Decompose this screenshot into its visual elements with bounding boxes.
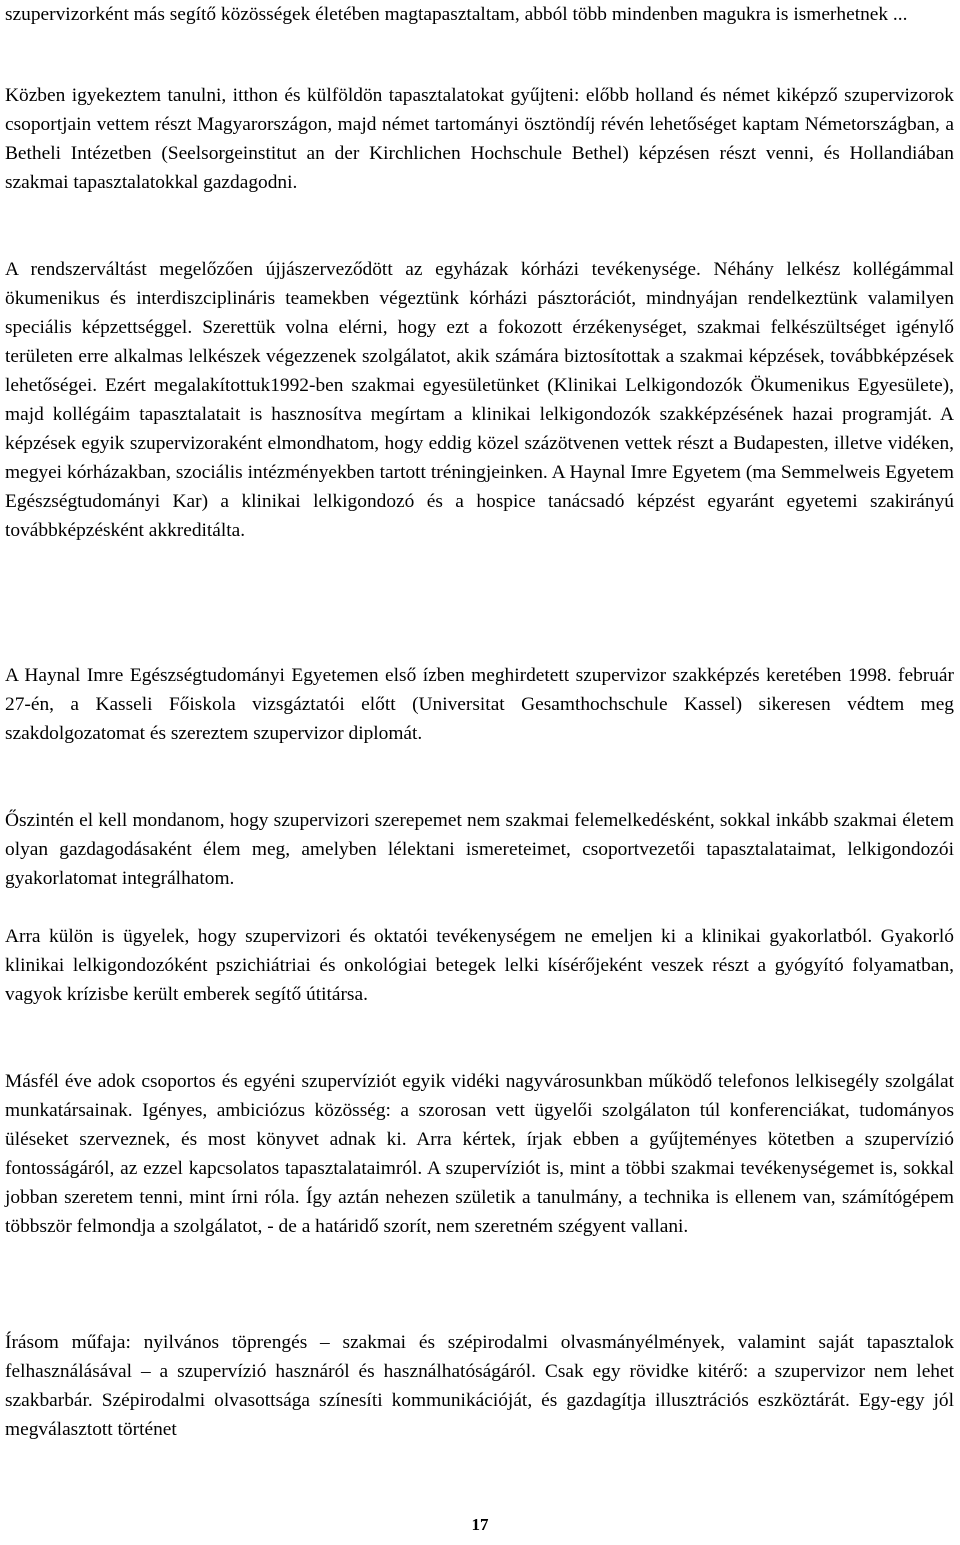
- paragraph-telephone-service: Másfél éve adok csoportos és egyéni szupervíziót egyik vidéki nagyvárosunkban működő telefonos lelkisegély szolgálat munkatársainak. Igényes, ambiciózus közösség: a szorosan vett ügyelői szolgálaton túl konferenciákat, tudományos üléseket szerveznek, és most könyvet adnak ki. Arra kértek, írjak ebben a gyűjteményes kötetben a szupervízió fontosságáról, az ezzel kapcsolatos tapasztalataimról. A szupervíziót is, mint a többi szakmai tevékenységemet is, sokkal jobban szeretem tenni, mint írni róla. Így aztán nehezen születik a tanulmány, a technika is ellenem van, számítógépem többször felmondja a szolgálatot, - de a határidő szorít, nem szeretném szégyent vallani.: [5, 1071, 954, 1237]
- paragraph-training-abroad: Közben igyekeztem tanulni, itthon és külföldön tapasztalatokat gyűjteni: előbb holland és német kiképző szupervizorok csoportjain vettem részt Magyarországon, majd német tartományi ösztöndíj révén lehetőséget kaptam Németországban, a Betheli Intézetben (Seelsorgeinstitut an der Kirchlichen Hochschule Bethel) képzésen részt venni, és Hollandiában szakmai tapasztalatokkal gazdagodni.: [5, 85, 954, 193]
- paragraph-continuation: szupervizorként más segítő közösségek életében magtapasztaltam, abból több mindenben magukra is ismerhetnek ...: [5, 4, 908, 25]
- paragraph-hospital-ministry: A rendszerváltást megelőzően újjászerveződött az egyházak kórházi tevékenysége. Néhány lelkész kollégámmal ökumenikus és interdiszciplináris teamekben végeztünk kórházi pásztorációt, mindnyájan rendelkeztünk valamilyen speciális képzettséggel. Szerettük volna elérni, hogy ezt a fokozott érzékenységet, szakmai felkészültséget igénylő területen erre alkalmas lelkészek végezzenek szolgálatot, akik számára biztosítottak a szakmai képzések, továbbképzések lehetőségei. Ezért megalakítottuk1992-ben szakmai egyesületünket (Klinikai Lelkigondozók Ökumenikus Egyesülete), majd kollégáim tapasztalatait is hasznosítva megírtam a klinikai lelkigondozók szakképzésének hazai programját. A képzések egyik szupervizoraként elmondhatom, hogy eddig közel százötvenen vettek részt a Budapesten, illetve vidéken, megyei kórházakban, szociális intézményekben tartott tréningjeinken. A Haynal Imre Egyetem (ma Semmelweis Egyetem Egészségtudományi Kar) a klinikai lelkigondozó és a hospice tanácsadó képzést egyaránt egyetemi szakirányú továbbképzésként akkreditálta.: [5, 259, 954, 541]
- paragraph-supervisor-diploma: A Haynal Imre Egészségtudományi Egyetemen első ízben meghirdetett szupervizor szakképzés keretében 1998. február 27-én, a Kasseli Főiskola vizsgáztatói előtt (Universitat Gesamthochschule Kassel) sikeresen védtem meg szakdolgozatomat és szereztem szupervizor diplomát.: [5, 665, 954, 744]
- paragraph-genre: Írásom műfaja: nyilvános töprengés – szakmai és szépirodalmi olvasmányélmények, valamint saját tapasztalok felhasználásával – a szupervízió hasznáról és használhatóságáról. Csak egy rövidke kitérő: a szupervizor nem lehet szakbarbár. Szépirodalmi olvasottsága színesíti kommunikációját, és gazdagítja illusztrációs eszköztárát. Egy-egy jól megválasztott történet: [5, 1332, 954, 1440]
- paragraph-clinical-practice: Arra külön is ügyelek, hogy szupervizori és oktatói tevékenységem ne emeljen ki a klinikai gyakorlatból. Gyakorló klinikai lelkigondozóként pszichiátriai és onkológiai betegek lelki kísérőjeként veszek részt a gyógyító folyamatban, vagyok krízisbe került emberek segítő útitársa.: [5, 926, 954, 1005]
- paragraph-supervisor-role: Őszintén el kell mondanom, hogy szupervizori szerepemet nem szakmai felemelkedésként, sokkal inkább szakmai életem olyan gazdagodásaként élem meg, amelyben lélektani ismereteimet, csoportvezetői tapasztalataimat, lelkigondozói gyakorlatomat integrálhatom.: [5, 810, 954, 889]
- page-number: 17: [471, 1515, 489, 1534]
